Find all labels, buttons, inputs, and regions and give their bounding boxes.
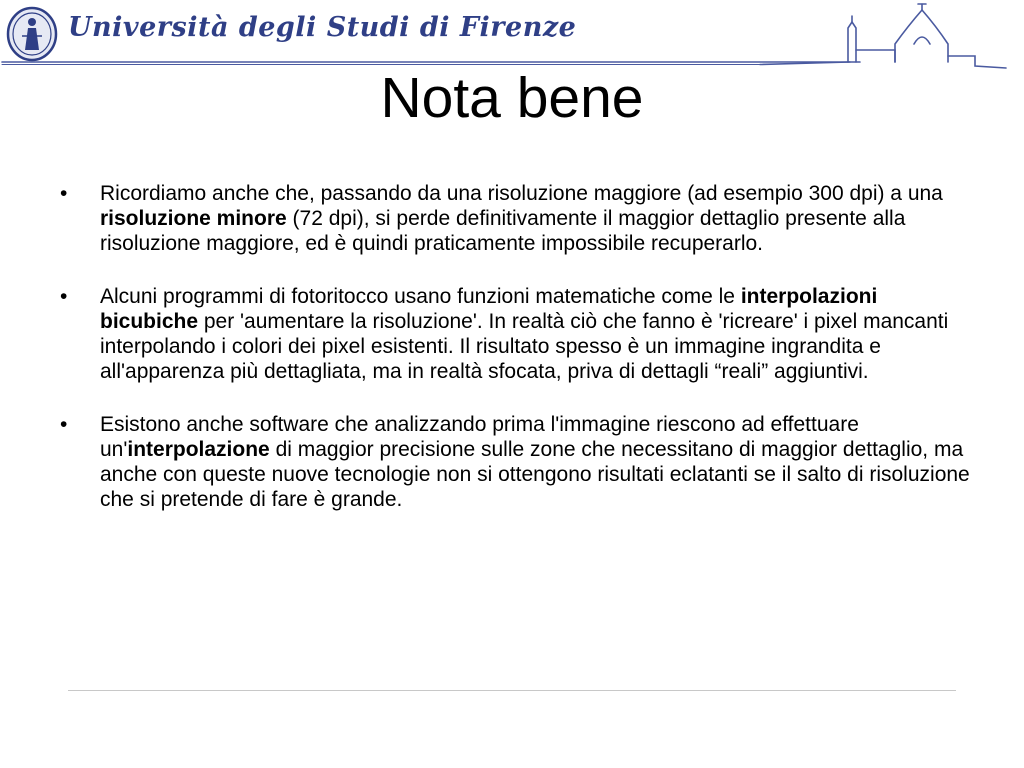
university-seal-icon [6,6,58,62]
bullet-marker: • [60,285,68,308]
bullet-text: Ricordiamo anche che, passando da una risoluzione maggiore (ad esempio 300 dpi) a una [100,182,943,205]
bullet-text: Alcuni programmi di fotoritocco usano funzioni matematiche come le [100,285,741,308]
bullet-list [60,181,970,540]
bullet-text: di maggior precisione sulle zone che necessitano di maggior dettaglio, ma anche con queste nuove tecnologie non si ottengono risultati eclatanti se il salto di risoluzione che si pretende di fare è grande. [100,438,970,511]
bullet-item [60,284,970,384]
bullet-marker: • [60,413,68,436]
footer-divider [68,690,956,691]
bullet-emphasis: risoluzione minore [100,207,287,230]
university-name: Università degli Studi di Firenze [68,12,577,43]
slide-title: Nota bene [380,66,644,130]
bullet-marker: • [60,182,68,205]
bullet-text: Esistono anche software che analizzando prima l'immagine riescono ad effettuare un' [100,413,859,461]
bullet-item [60,181,970,256]
bullet-text: (72 dpi), si perde definitivamente il maggior dettaglio presente alla risoluzione maggiore, ed è quindi praticamente impossibile recuperarlo. [100,207,906,255]
bullet-emphasis: interpolazioni bicubiche [100,285,878,333]
bullet-text: per 'aumentare la risoluzione'. In realtà ciò che fanno è 'ricreare' i pixel mancanti interpolando i colori dei pixel esistenti. Il risultato spesso è un immagine ingrandita e all'apparenza più dettagliata, ma in realtà sfocata, priva di dettagli “reali” aggiuntivi. [100,310,949,383]
bullet-item [60,412,970,512]
bullet-emphasis: interpolazione [127,438,270,461]
